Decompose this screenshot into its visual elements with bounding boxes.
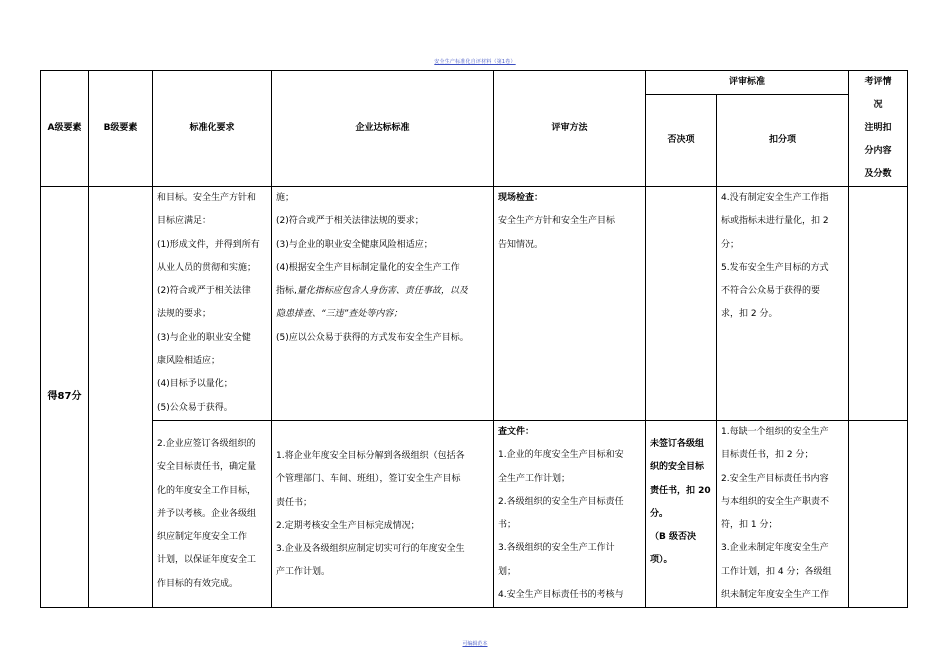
a-level-score: 得87分: [41, 187, 89, 608]
footer-note: 可编辑范本: [462, 641, 488, 647]
header-enterprise: 企业达标标准: [272, 71, 494, 187]
header-standard: 标准化要求: [153, 71, 272, 187]
row2-enterprise: 1.将企业年度安全目标分解到各级组织（包括各 个管理部门、车间、班组），签订安全生产目标 责任书； 2.定期考核安全生产目标完成情况； 3.企业及各级组织应制定切实可行的年度安全生 产工作计划。: [272, 420, 494, 607]
header-deduction: 扣分项: [717, 95, 849, 187]
row1-assessment: [849, 187, 908, 421]
row2-assessment: [849, 420, 908, 607]
header-note: 安全生产标准化自评材料（第1卷）: [434, 59, 516, 65]
row2-method: 查文件： 1.企业的年度安全生产目标和安 全生产工作计划； 2.各级组织的安全生产目标责任 书； 3.各级组织的安全生产工作计 划； 4.安全生产目标责任书的考核与: [494, 420, 646, 607]
header-veto: 否决项: [646, 95, 717, 187]
row1-deduction: 4.没有制定安全生产工作指 标或指标未进行量化，扣 2 分； 5.发布安全生产目标的方式 不符合公众易于获得的要 求，扣 2 分。: [717, 187, 849, 421]
row1-veto: [646, 187, 717, 421]
header-a-level: A级要素: [41, 71, 89, 187]
header-assessment: 考评情 况 注明扣 分内容 及分数: [849, 71, 908, 187]
row2-veto: 未签订各级组 织的安全目标 责任书，扣 20 分。 （B 级否决 项）。: [646, 420, 717, 607]
row2-deduction: 1.每缺一个组织的安全生产 目标责任书，扣 2 分； 2.安全生产目标责任书内容 与本组织的安全生产职责不 符，扣 1 分； 3.企业未制定年度安全生产 工作计划，扣 4 分；各级组 织未制定年度安全生产工作: [717, 420, 849, 607]
header-review-standard: 评审标准: [646, 71, 849, 95]
row1-enterprise: 施； (2)符合或严于相关法律法规的要求； (3)与企业的职业安全健康风险相适应； (4)根据安全生产目标制定量化的安全生产工作 指标,量化指标应包含人身伤害、责任事故，以及 隐患排查、“三违”查处等内容； (5)应以公众易于获得的方式发布安全生产目标。: [272, 187, 494, 421]
assessment-table: [40, 70, 908, 608]
row1-standard: 和目标。安全生产方针和 目标应满足： (1)形成文件，并得到所有 从业人员的贯彻和实施； (2)符合或严于相关法律 法规的要求； (3)与企业的职业安全健 康风险相适应； (4)目标予以量化； (5)公众易于获得。: [153, 187, 272, 421]
header-method: 评审方法: [494, 71, 646, 187]
header-b-level: B级要素: [89, 71, 153, 187]
row1-method: 现场检查： 安全生产方针和安全生产目标 告知情况。: [494, 187, 646, 421]
row2-standard: 2.企业应签订各级组织的 安全目标责任书，确定量 化的年度安全工作目标， 并予以考核。企业各级组 织应制定年度安全工作 计划，以保证年度安全工 作目标的有效完成。: [153, 420, 272, 607]
b-level-cell: [89, 187, 153, 608]
